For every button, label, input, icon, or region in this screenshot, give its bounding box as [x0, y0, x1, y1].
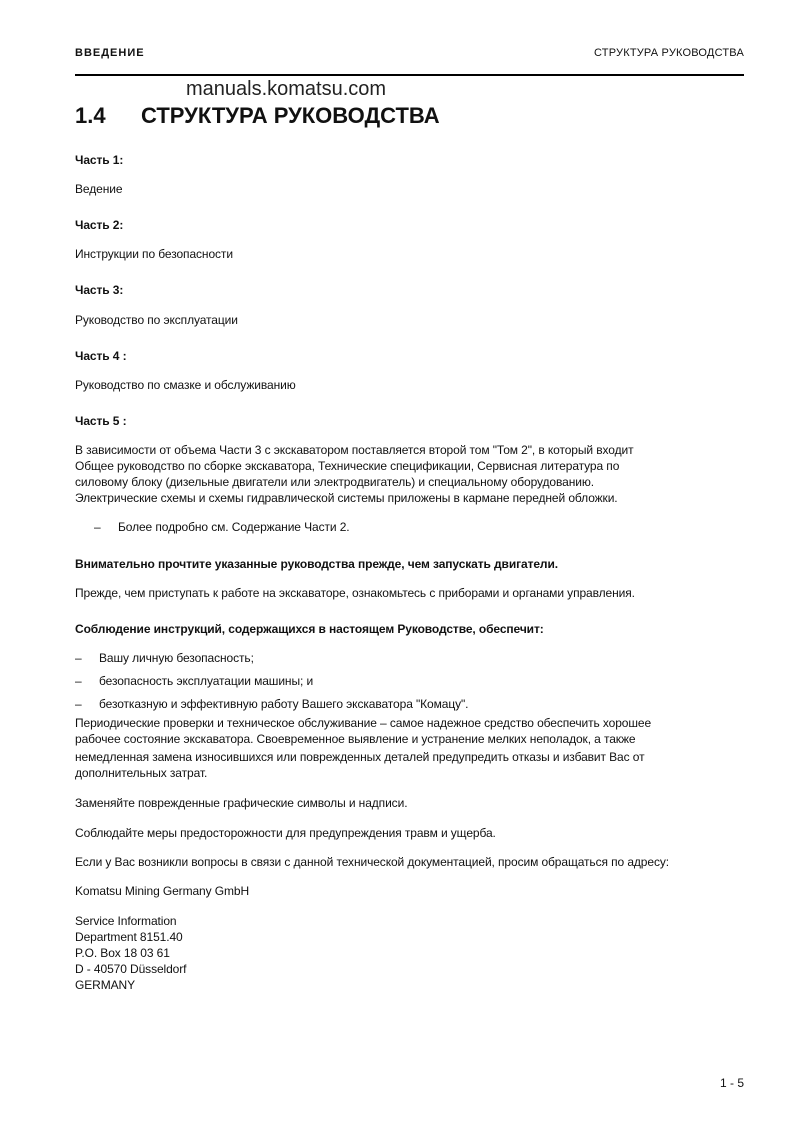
part-text: Руководство по смазке и обслуживанию [75, 378, 296, 392]
part-label: Часть 3: [75, 283, 124, 297]
paragraph-line: немедленная замена износившихся или поврежденных деталей предупредить отказы и избавит Вас от [75, 750, 645, 764]
dash-bullet: – [94, 520, 101, 534]
page-number: 1 - 5 [719, 1076, 744, 1090]
list-item [75, 673, 313, 689]
list-item-text: безотказную и эффективную работу Вашего экскаватора "Комацу". [99, 697, 469, 711]
paragraph-line: Общее руководство по сборке экскаватора, Технические спецификации, Сервисная литература по [75, 459, 620, 473]
see-also-item [94, 519, 350, 535]
paragraph: Если у Вас возникли вопросы в связи с данной технической документацией, просим обращаться по адресу: [75, 855, 669, 869]
part-label: Часть 4 : [75, 349, 127, 363]
paragraph-line: Периодические проверки и техническое обслуживание – самое надежное средство обеспечить хорошее [75, 716, 652, 730]
part-text: Ведение [75, 182, 123, 196]
dash-bullet: – [75, 674, 82, 688]
address-line: D - 40570 Düsseldorf [75, 962, 187, 976]
paragraph-line: дополнительных затрат. [75, 766, 208, 780]
address-line: GERMANY [75, 978, 135, 992]
list-item [75, 696, 468, 712]
list-item [75, 650, 254, 666]
part-label: Часть 5 : [75, 414, 127, 428]
address-line: Department 8151.40 [75, 930, 183, 944]
list-item-text: безопасность эксплуатации машины; и [99, 674, 314, 688]
see-also-text: Более подробно см. Содержание Части 2. [118, 520, 350, 534]
header-chapter: СТРУКТУРА РУКОВОДСТВА [594, 47, 744, 59]
page-title [75, 103, 440, 129]
list-item-text: Вашу личную безопасность; [99, 651, 254, 665]
dash-bullet: – [75, 651, 82, 665]
paragraph: Заменяйте поврежденные графические символы и надписи. [75, 796, 408, 810]
compliance-heading: Соблюдение инструкций, содержащихся в настоящем Руководстве, обеспечит: [75, 622, 544, 636]
address-line: Service Information [75, 914, 177, 928]
paragraph-line: рабочее состояние экскаватора. Своевременное выявление и устранение мелких неполадок, а также [75, 732, 636, 746]
paragraph-line: В зависимости от объема Части 3 с экскаватором поставляется второй том "Том 2", в который входит [75, 443, 634, 457]
header-rule [75, 74, 744, 76]
warning-text: Внимательно прочтите указанные руководства прежде, чем запускать двигатели. [75, 557, 558, 571]
dash-bullet: – [75, 697, 82, 711]
section-number: 1.4 [75, 103, 106, 128]
part-label: Часть 2: [75, 218, 124, 232]
part-text: Руководство по эксплуатации [75, 313, 238, 327]
part-label: Часть 1: [75, 153, 124, 167]
company-name: Komatsu Mining Germany GmbH [75, 884, 250, 898]
paragraph: Соблюдайте меры предосторожности для предупреждения травм и ущерба. [75, 826, 496, 840]
section-title: СТРУКТУРА РУКОВОДСТВА [141, 103, 440, 128]
watermark: manuals.komatsu.com [186, 78, 387, 100]
part-text: Инструкции по безопасности [75, 247, 233, 261]
paragraph: Прежде, чем приступать к работе на экскаваторе, ознакомьтесь с приборами и органами управления. [75, 586, 635, 600]
address-line: P.O. Box 18 03 61 [75, 946, 170, 960]
header-section: ВВЕДЕНИЕ [75, 47, 145, 59]
paragraph-line: силовому блоку (дизельные двигатели или электродвигатель) и специальному оборудованию. [75, 475, 594, 489]
paragraph-line: Электрические схемы и схемы гидравлической системы приложены в кармане передней обложки. [75, 491, 618, 505]
